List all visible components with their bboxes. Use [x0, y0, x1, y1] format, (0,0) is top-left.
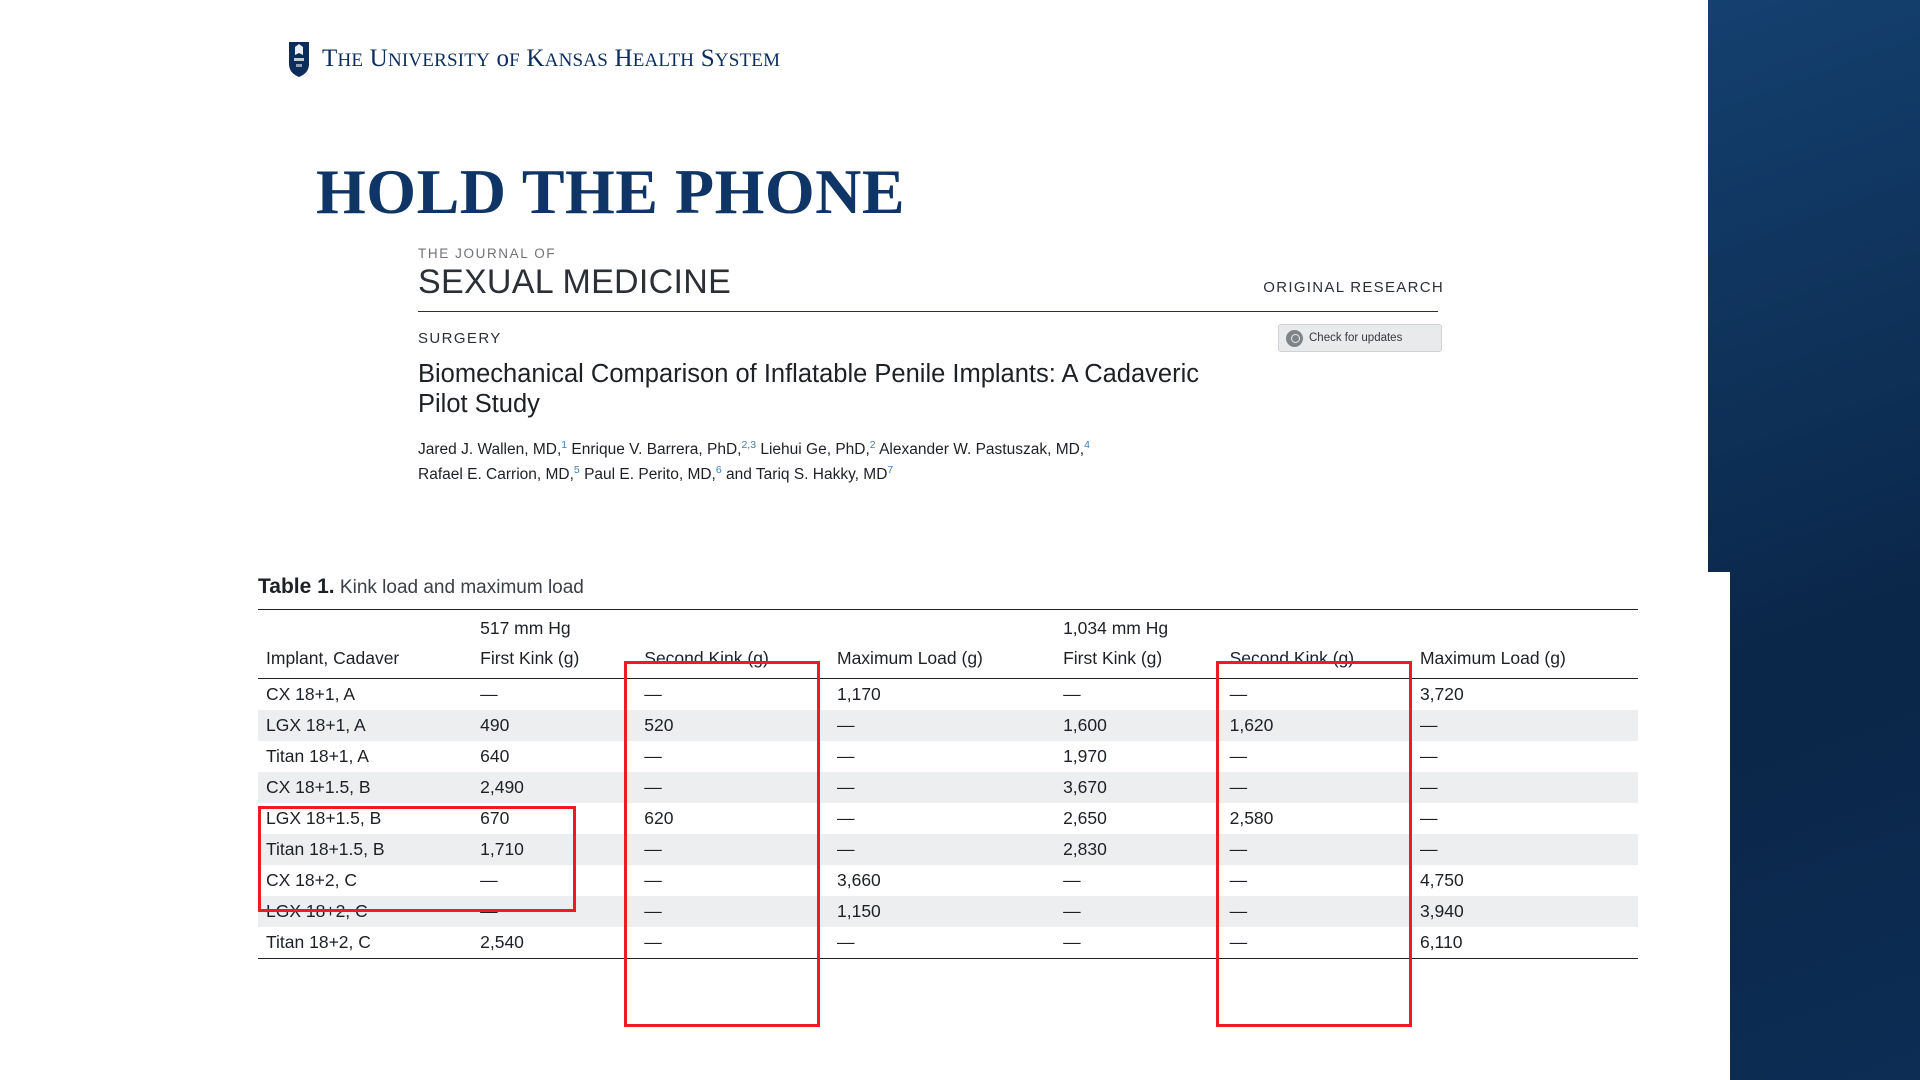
table-row	[258, 710, 1638, 741]
table-cell-value: —	[829, 834, 1055, 865]
table-cell-value: —	[644, 746, 662, 766]
check-for-updates-label: Check for updates	[1309, 332, 1403, 344]
table-cell-implant: Titan 18+2, C	[258, 927, 472, 959]
navy-band-gradient	[1708, 0, 1920, 1080]
table-cell-value: —	[829, 927, 1055, 959]
crossmark-icon	[1286, 330, 1303, 347]
ku-health-logo	[286, 40, 780, 78]
table-cell-value: —	[1419, 808, 1438, 828]
table-cell-value: —	[1222, 772, 1412, 803]
table-cell-value: —	[480, 684, 498, 704]
table-row	[258, 865, 1638, 896]
table-row	[258, 927, 1638, 959]
table-cell-value: —	[480, 870, 498, 890]
author-2-affiliation: 2,3	[741, 439, 757, 452]
check-for-updates-button[interactable]	[1278, 324, 1442, 352]
table-cell-value: —	[1055, 896, 1222, 927]
table-cell-value: —	[829, 772, 1055, 803]
table-cell-value: —	[644, 684, 662, 704]
table-cell-value: 1,150	[829, 896, 1055, 927]
table-cell-value: 3,670	[1055, 772, 1222, 803]
author-6: Paul E. Perito, MD,	[579, 466, 716, 484]
table-cell-value: —	[1229, 746, 1248, 766]
table-caption-text: Kink load and maximum load	[339, 577, 584, 598]
table-cell-implant: CX 18+2, C	[266, 870, 357, 890]
table-cell-value: 3,660	[837, 870, 881, 890]
journal-divider	[418, 311, 1438, 312]
table-cell-value: —	[1063, 684, 1081, 704]
journal-kicker: THE JOURNAL OF	[418, 246, 557, 261]
table-cell-value: —	[636, 896, 829, 927]
table-cell-implant: LGX 18+2, C	[258, 896, 472, 927]
table-row	[258, 741, 1638, 772]
table-caption	[258, 575, 1638, 599]
table-caption-label: Table 1.	[258, 575, 335, 598]
table-cell-value: 3,940	[1412, 896, 1638, 927]
author-4-affiliation: 4	[1084, 439, 1090, 452]
author-6-affiliation: 6	[715, 464, 722, 477]
table-cell-implant: CX 18+1, A	[266, 684, 356, 704]
table-cell-value: 2,650	[1063, 808, 1107, 828]
table-cell-implant: Titan 18+1, A	[266, 746, 369, 766]
table-cell-value: 620	[644, 808, 674, 828]
table-row	[258, 896, 1638, 927]
author-1-affiliation: 1	[561, 439, 568, 452]
author-4: Alexander W. Pastuszak, MD,	[875, 441, 1085, 459]
table-body	[258, 679, 1638, 959]
group-header-517: 517 mm Hg	[472, 610, 1055, 647]
author-1: Jared J. Wallen, MD,	[418, 441, 562, 459]
table-cell-value: —	[1055, 927, 1222, 959]
table-row	[258, 772, 1638, 803]
table-group-header-row	[258, 610, 1638, 647]
table-cell-value: —	[1412, 834, 1638, 865]
col-maximum-load-517: Maximum Load (g)	[829, 646, 1055, 679]
table-cell-value: —	[644, 870, 662, 890]
journal-title: SEXUAL MEDICINE	[418, 263, 732, 301]
col-second-kink-1034: Second Kink (g)	[1222, 646, 1412, 679]
col-first-kink-1034: First Kink (g)	[1055, 646, 1222, 679]
table-head	[258, 610, 1638, 679]
table-cell-value: 520	[636, 710, 829, 741]
table-cell-value: 3,720	[1419, 684, 1464, 704]
table-cell-value: —	[1222, 834, 1412, 865]
table-cell-value: 6,110	[1412, 927, 1638, 959]
journal-section-label: SURGERY	[418, 330, 502, 347]
author-7: and Tariq S. Hakky, MD	[721, 466, 888, 484]
table-cell-value: 4,750	[1419, 870, 1464, 890]
author-5-affiliation: 5	[573, 464, 580, 477]
table-cell-value: 2,830	[1055, 834, 1222, 865]
table-cell-value: 670	[480, 808, 510, 828]
table-cell-value: 1,620	[1222, 710, 1412, 741]
col-implant-cadaver: Implant, Cadaver	[258, 646, 472, 679]
jayhawk-shield-icon	[286, 40, 312, 78]
table-1	[258, 575, 1638, 959]
table-cell-value: —	[837, 746, 855, 766]
group-header-1034: 1,034 mm Hg	[1055, 610, 1638, 647]
group-header-blank	[258, 610, 472, 647]
table-cell-value: 490	[472, 710, 636, 741]
table-cell-value: —	[636, 772, 829, 803]
table-cell-value: —	[1229, 870, 1248, 890]
author-2: Enrique V. Barrera, PhD,	[567, 441, 742, 459]
table-cell-value: —	[837, 808, 855, 828]
table-cell-value: —	[1419, 746, 1438, 766]
table-cell-implant: CX 18+1.5, B	[258, 772, 472, 803]
table-cell-value: —	[1222, 896, 1412, 927]
table-cell-value: 1,970	[1063, 746, 1107, 766]
table-cell-value: —	[1222, 927, 1412, 959]
author-5: Rafael E. Carrion, MD,	[418, 466, 574, 484]
ku-health-logo-text: THE UNIVERSITY oF KANSAS HEALTH SYSTEM	[322, 45, 781, 72]
table-cell-value: 2,540	[472, 927, 636, 959]
article-type-label: ORIGINAL RESEARCH	[1263, 279, 1444, 296]
author-3-affiliation: 2	[869, 439, 876, 452]
table-column-header-row	[258, 646, 1638, 679]
page-title: HOLD THE PHONE	[316, 156, 906, 227]
journal-header	[418, 246, 1444, 488]
author-list	[418, 437, 1248, 487]
col-maximum-load-1034: Maximum Load (g)	[1412, 646, 1638, 679]
table-cell-value: 2,490	[472, 772, 636, 803]
table-cell-value: —	[1412, 772, 1638, 803]
navy-side-band	[1708, 0, 1920, 1080]
kink-load-table	[258, 609, 1638, 959]
table-cell-value: —	[829, 710, 1055, 741]
table-cell-implant: LGX 18+1.5, B	[266, 808, 382, 828]
table-row	[258, 803, 1638, 834]
author-7-affiliation: 7	[887, 464, 894, 477]
col-first-kink-517: First Kink (g)	[472, 646, 636, 679]
table-cell-value: —	[636, 834, 829, 865]
table-cell-value: —	[472, 896, 636, 927]
table-cell-value: 640	[480, 746, 510, 766]
table-cell-value: —	[636, 927, 829, 959]
table-cell-implant: LGX 18+1, A	[258, 710, 472, 741]
col-second-kink-517: Second Kink (g)	[636, 646, 829, 679]
table-cell-implant: Titan 18+1.5, B	[258, 834, 472, 865]
table-row	[258, 834, 1638, 865]
table-cell-value: 1,170	[837, 684, 881, 704]
article-title: Biomechanical Comparison of Inflatable Penile Implants: A Cadaveric Pilot Study	[418, 360, 1199, 419]
author-3: Liehui Ge, PhD,	[756, 441, 870, 459]
table-cell-value: 1,600	[1055, 710, 1222, 741]
table-row	[258, 679, 1638, 711]
table-cell-value: —	[1063, 870, 1081, 890]
table-cell-value: —	[1229, 684, 1248, 704]
table-cell-value: 1,710	[472, 834, 636, 865]
table-cell-value: 2,580	[1229, 808, 1274, 828]
table-cell-value: —	[1412, 710, 1638, 741]
